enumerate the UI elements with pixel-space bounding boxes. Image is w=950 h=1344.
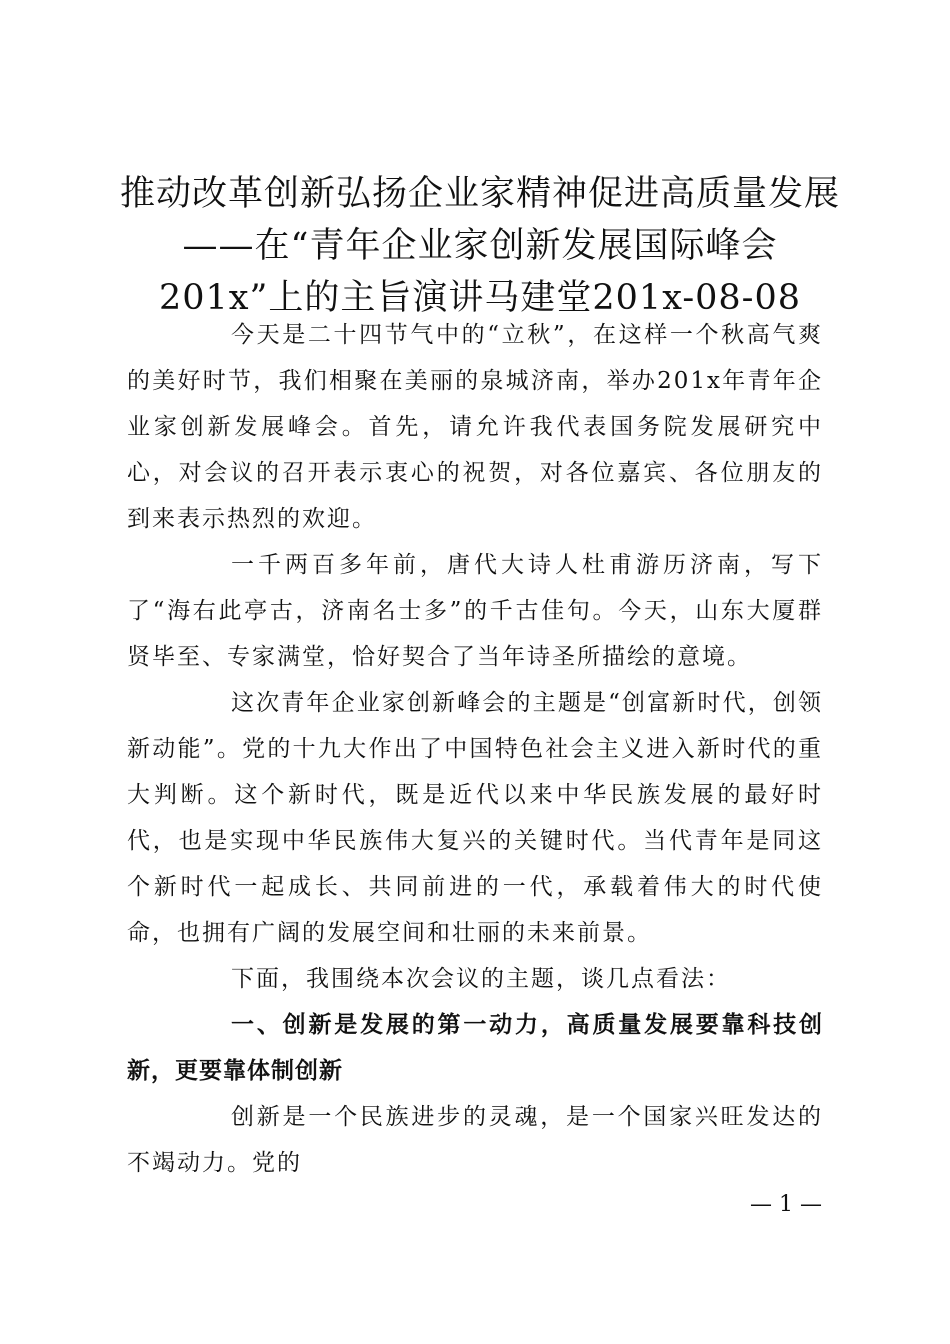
paragraph-du-fu-quote: 一千两百多年前，唐代大诗人杜甫游历济南，写下了“海右此亭古，济南名士多”的千古佳句。今天，山东大厦群贤毕至、专家满堂，恰好契合了当年诗圣所描绘的意境。: [127, 552, 823, 670]
title-line-date: 201x”上的主旨演讲马建堂201x-08-08: [158, 278, 802, 318]
paragraph-opening: 今天是二十四节气中的“立秋”，在这样一个秋高气爽的美好时节，我们相聚在美丽的泉城济南，举办201x年青年企业家创新发展峰会。首先，请允许我代表国务院发展研究中心，对会议的召开表示衷心的祝贺，对各位嘉宾、各位朋友的到来表示热烈的欢迎。: [127, 322, 823, 532]
page-number: — 1 —: [750, 1192, 822, 1217]
title-line-subtitle: ——在“青年企业家创新发展国际峰会: [182, 226, 778, 266]
document-title: [120, 168, 840, 324]
document-body: [127, 312, 823, 1186]
section-heading: 一、创新是发展的第一动力，高质量发展要靠科技创新，更要靠体制创新: [127, 1012, 823, 1084]
title-line-main: 推动改革创新弘扬企业家精神促进高质量发展: [120, 174, 841, 214]
paragraph-innovation: 创新是一个民族进步的灵魂，是一个国家兴旺发达的不竭动力。党的: [127, 1104, 823, 1176]
paragraph-theme: 这次青年企业家创新峰会的主题是“创富新时代，创领新动能”。党的十九大作出了中国特色社会主义进入新时代的重大判断。这个新时代，既是近代以来中华民族发展的最好时代，也是实现中华民族伟大复兴的关键时代。当代青年是同这个新时代一起成长、共同前进的一代，承载着伟大的时代使命，也拥有广阔的发展空间和壮丽的未来前景。: [127, 690, 823, 946]
paragraph-introduction: 下面，我围绕本次会议的主题，谈几点看法：: [231, 966, 731, 992]
